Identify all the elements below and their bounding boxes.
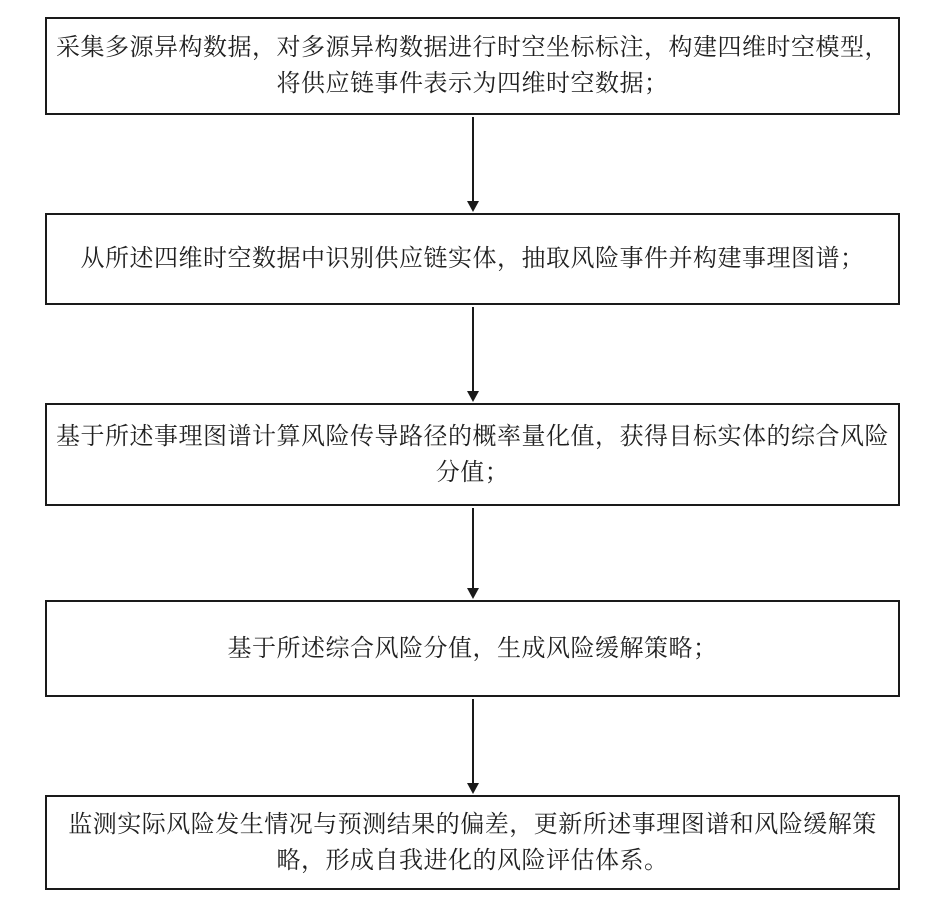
step-2-text-line-1: 从所述四维时空数据中识别供应链实体，抽取风险事件并构建事理图谱； [80, 246, 865, 272]
step-5-text-line-2: 略，形成自我进化的风险评估体系。 [276, 847, 669, 874]
flow-connector-2 [465, 307, 480, 402]
flow-step-1 [45, 17, 900, 115]
step-4-text-line-1: 基于所述综合风险分值，生成风险缓解策略； [227, 635, 718, 662]
flow-connector-1 [465, 117, 480, 212]
step-1-text-line-2: 将供应链事件表示为四维时空数据； [276, 71, 669, 97]
arrow-line [472, 307, 474, 392]
arrow-down-icon [467, 588, 479, 599]
flow-step-2 [45, 213, 900, 305]
flow-step-4 [45, 600, 900, 697]
flow-connector-4 [465, 699, 480, 794]
flow-connector-3 [465, 508, 480, 599]
step-3-text-line-2: 分值； [435, 459, 510, 486]
arrow-down-icon [467, 201, 479, 212]
arrow-line [472, 699, 474, 784]
step-1-text-line-1: 采集多源异构数据，对多源异构数据进行时空坐标标注，构建四维时空模型， [56, 35, 889, 61]
step-3-text-line-1: 基于所述事理图谱计算风险传导路径的概率量化值，获得目标实体的综合风险 [56, 423, 889, 450]
arrow-down-icon [467, 783, 479, 794]
arrow-line [472, 117, 474, 202]
flow-step-3 [45, 403, 900, 506]
step-5-text-line-1: 监测实际风险发生情况与预测结果的偏差，更新所述事理图谱和风险缓解策 [68, 811, 877, 838]
arrow-line [472, 508, 474, 589]
arrow-down-icon [467, 391, 479, 402]
flow-step-5 [45, 795, 900, 890]
